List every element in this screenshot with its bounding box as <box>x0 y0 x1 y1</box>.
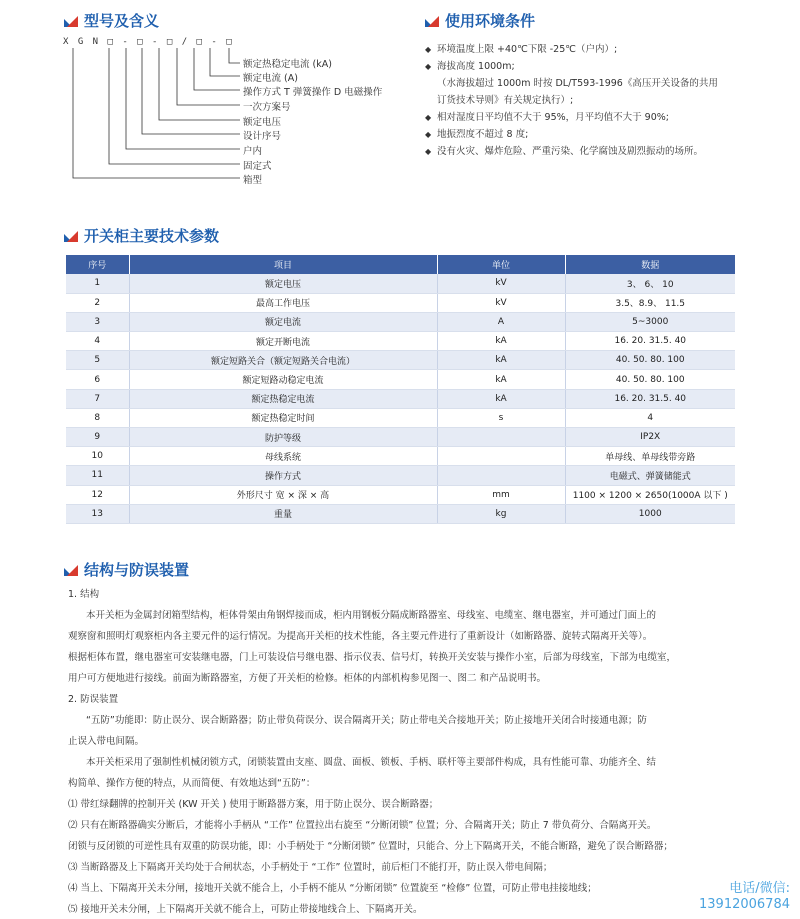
structure-text <box>68 584 748 919</box>
spec-table <box>66 255 735 524</box>
table-cell: kA <box>437 332 565 351</box>
table-cell: 16. 20. 31.5. 40 <box>565 389 735 408</box>
table-cell: 12 <box>66 485 129 504</box>
table-header: 数据 <box>565 255 735 274</box>
model-label-thermal-current: 额定热稳定电流 (kA) <box>243 59 332 70</box>
table-cell: 13 <box>66 504 129 523</box>
table-cell: 额定热稳定电流 <box>129 389 437 408</box>
table-cell: 10 <box>66 447 129 466</box>
table-header: 单位 <box>437 255 565 274</box>
table-cell: 电磁式、弹簧储能式 <box>565 466 735 485</box>
section-title-model: 型号及含义 <box>64 10 159 31</box>
text-line: 1. 结构 <box>68 589 100 600</box>
model-label-fixed: 固定式 <box>243 161 272 172</box>
text-line: 止误入带电间隔。 <box>68 736 145 747</box>
text-line: “五防”功能即：防止误分、误合断路器；防止带负荷误分、误合隔离开关；防止带电关合接地开关；防止接地开关闭合时接通电源；防 <box>86 715 647 726</box>
model-label-scheme: 一次方案号 <box>243 102 291 113</box>
text-line: 根据柜体布置，继电器室可安装继电器，门上可装设信号继电器、指示仪表、信号灯，转换开关安装与操作小室，后部为母线室，下部为电缆室， <box>68 652 677 663</box>
table-cell: 额定热稳定时间 <box>129 408 437 427</box>
table-cell: kg <box>437 504 565 523</box>
table-row <box>66 370 735 389</box>
table-row <box>66 504 735 523</box>
table-row <box>66 351 735 370</box>
table-row <box>66 428 735 447</box>
table-cell: kV <box>437 293 565 312</box>
table-row <box>66 447 735 466</box>
list-item: （水海拔超过 1000m 时按 DL/T593-1996《高压开关设备的共用 <box>437 78 718 89</box>
table-cell: 操作方式 <box>129 466 437 485</box>
table-cell: kA <box>437 351 565 370</box>
table-cell: 1100 × 1200 × 2650(1000A 以下 ) <box>565 485 735 504</box>
table-header: 序号 <box>66 255 129 274</box>
table-cell: kV <box>437 274 565 293</box>
table-cell: 3.5、8.9、 11.5 <box>565 293 735 312</box>
table-cell: IP2X <box>565 428 735 447</box>
model-label-rated-current: 额定电流 (A) <box>243 73 298 84</box>
list-item: ◆ 海拔高度 1000m; <box>425 61 515 72</box>
table-cell <box>437 447 565 466</box>
section-flag-icon <box>64 564 78 576</box>
model-label-indoor: 户内 <box>243 146 263 157</box>
table-cell: 40. 50. 80. 100 <box>565 370 735 389</box>
table-row <box>66 274 735 293</box>
table-cell: 2 <box>66 293 129 312</box>
table-cell: 9 <box>66 428 129 447</box>
text-line: 观察窗和照明灯观察柜内各主要元件的运行情况。为提高开关柜的技术性能，各主要元件进行了重新设计（如断路器、旋转式隔离开关等）。 <box>68 631 653 642</box>
text-line: 用户可方便地进行接线。前面为断路器室，方便了开关柜的检修。柜体的内部机构参见图一、图二 和产品说明书。 <box>68 673 547 684</box>
table-cell: 3、 6、 10 <box>565 274 735 293</box>
text-line: ⑸ 接地开关未分闸，上下隔离开关就不能合上，可防止带接地线合上、下隔离开关。 <box>68 904 423 915</box>
table-cell: kA <box>437 370 565 389</box>
table-header-row <box>66 255 735 274</box>
table-cell: 外形尺寸 宽 × 深 × 高 <box>129 485 437 504</box>
table-cell: 6 <box>66 370 129 389</box>
environment-list <box>425 41 790 160</box>
table-cell: 5 <box>66 351 129 370</box>
table-cell: 8 <box>66 408 129 427</box>
section-title-specs: 开关柜主要技术参数 <box>64 225 219 246</box>
model-label-rated-voltage: 额定电压 <box>243 117 282 128</box>
table-cell: 防护等级 <box>129 428 437 447</box>
table-header: 项目 <box>129 255 437 274</box>
table-cell: 额定短路动稳定电流 <box>129 370 437 389</box>
table-row <box>66 293 735 312</box>
table-cell: 最高工作电压 <box>129 293 437 312</box>
table-cell <box>437 466 565 485</box>
table-row <box>66 408 735 427</box>
text-line: 本开关柜采用了强制性机械闭锁方式，闭锁装置由支座、圆盘、面板、锁板、手柄、联杆等主要部件构成，具有性能可靠、功能齐全、结 <box>86 757 657 768</box>
table-row <box>66 332 735 351</box>
table-cell: 16. 20. 31.5. 40 <box>565 332 735 351</box>
text-line: 闭锁与反闭锁的可逆性具有双重的防误功能，即：小手柄处于 “分断闭锁” 位置时，只能合、分上下隔离开关，不能合断路，避免了误合断路器； <box>68 841 673 852</box>
text-line: ⑶ 当断路器及上下隔离开关均处于合闸状态，小手柄处于 “工作” 位置时，前后柜门不能打开，防止误入带电间隔； <box>68 862 553 873</box>
section-flag-icon <box>425 15 439 27</box>
table-cell: 额定开断电流 <box>129 332 437 351</box>
table-row <box>66 485 735 504</box>
text-line: 构简单、操作方便的特点，从而简便、有效地达到“五防”： <box>68 778 316 789</box>
text-line: ⑴ 带红绿翻牌的控制开关 (KW 开关 ) 使用于断路器方案，用于防止误分、误合断路器； <box>68 799 439 810</box>
section-title-environment: 使用环境条件 <box>425 10 535 31</box>
table-cell: 额定电流 <box>129 312 437 331</box>
table-cell: 母线系统 <box>129 447 437 466</box>
table-cell <box>437 428 565 447</box>
text-line: 2. 防误装置 <box>68 694 119 705</box>
section-flag-icon <box>64 230 78 242</box>
list-item: 订货技术导则》有关规定执行）; <box>437 95 574 106</box>
list-item: ◆ 地振烈度不超过 8 度; <box>425 129 529 140</box>
table-cell: 4 <box>66 332 129 351</box>
table-cell: 1000 <box>565 504 735 523</box>
table-cell: 额定短路关合（额定短路关合电流） <box>129 351 437 370</box>
section-title-structure: 结构与防误装置 <box>64 559 189 580</box>
model-code: X G N □ - □ - □ / □ - □ <box>63 37 234 47</box>
list-item: ◆ 没有火灾、爆炸危险、严重污染、化学腐蚀及剧烈振动的场所。 <box>425 146 704 157</box>
table-cell: 额定电压 <box>129 274 437 293</box>
table-cell: A <box>437 312 565 331</box>
table-cell: 40. 50. 80. 100 <box>565 351 735 370</box>
table-cell: 重量 <box>129 504 437 523</box>
contact-info <box>699 881 790 913</box>
section-flag-icon <box>64 15 78 27</box>
table-cell: 11 <box>66 466 129 485</box>
list-item: ◆ 相对湿度日平均值不大于 95%，月平均值不大于 90%; <box>425 112 669 123</box>
text-line: ⑵ 只有在断路器确实分断后，才能将小手柄从 “工作” 位置拉出右旋至 “分断闭锁” 位置；分、合隔离开关；防止 7 带负荷分、合隔离开关。 <box>68 820 657 831</box>
table-row <box>66 312 735 331</box>
table-cell: 7 <box>66 389 129 408</box>
table-row <box>66 466 735 485</box>
table-cell: 1 <box>66 274 129 293</box>
text-line: 本开关柜为金属封闭箱型结构，柜体骨架由角钢焊接而成，柜内用钢板分隔成断路器室、母线室、电缆室、继电器室，并可通过门面上的 <box>86 610 657 621</box>
table-cell: 4 <box>565 408 735 427</box>
table-cell: s <box>437 408 565 427</box>
table-row <box>66 389 735 408</box>
contact-phone: 13912006784 <box>699 897 790 912</box>
table-cell: mm <box>437 485 565 504</box>
text-line: ⑷ 当上、下隔离开关未分闸，接地开关就不能合上，小手柄不能从 “分断闭锁” 位置旋至 “检修” 位置，可防止带电挂接地线； <box>68 883 597 894</box>
list-item: ◆ 环境温度上限 +40℃下限 -25℃（户内）; <box>425 44 618 55</box>
table-cell: 3 <box>66 312 129 331</box>
model-label-box: 箱型 <box>243 175 263 186</box>
model-label-design-no: 设计序号 <box>243 131 282 142</box>
contact-label: 电话/微信: <box>729 881 790 896</box>
table-cell: 单母线、单母线带旁路 <box>565 447 735 466</box>
table-cell: 5~3000 <box>565 312 735 331</box>
model-label-operation: 操作方式 T 弹簧操作 D 电磁操作 <box>243 87 383 98</box>
table-cell: kA <box>437 389 565 408</box>
